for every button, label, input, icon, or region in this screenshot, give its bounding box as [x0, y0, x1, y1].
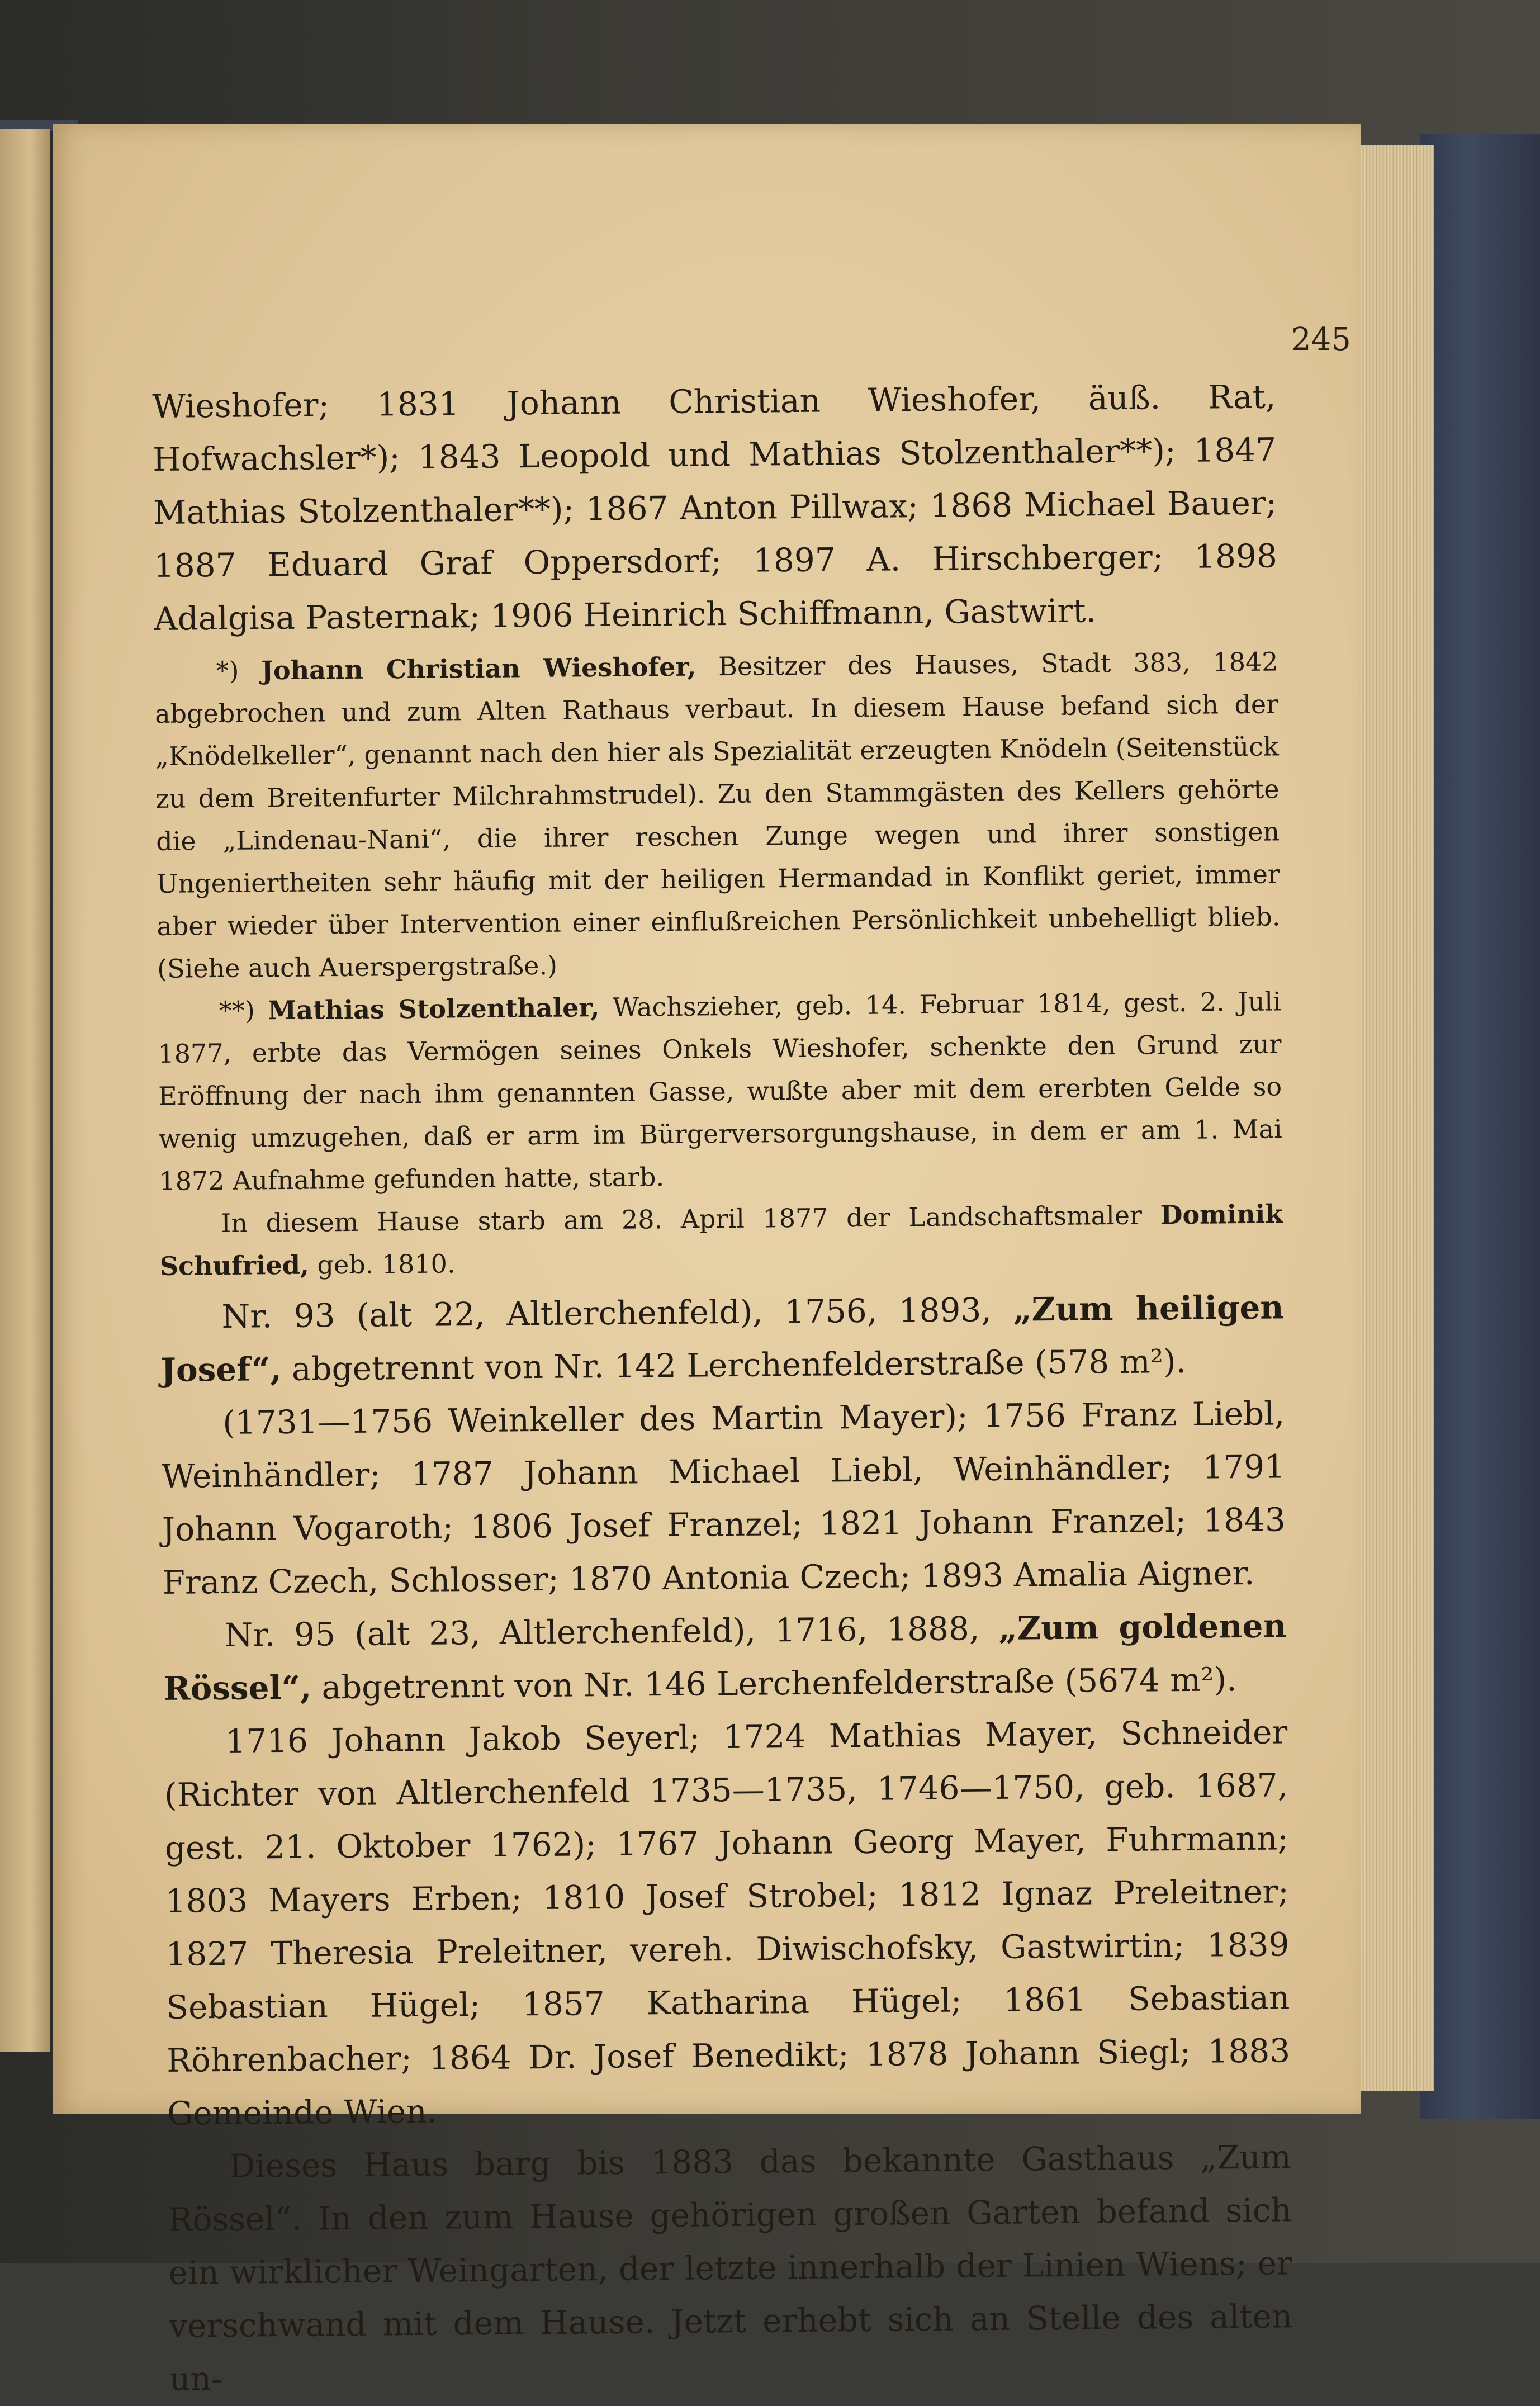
footnote-3-suffix: geb. 1810.: [317, 1248, 456, 1280]
house-93-heading: [160, 1281, 1285, 1397]
house-95-suffix: abgetrennt von Nr. 146 Lerchenfelderstraße (5674 m²).: [321, 1660, 1237, 1707]
footnote-2: [158, 980, 1283, 1202]
house-95-title: „Zum goldenen Rössel“,: [163, 1607, 1287, 1708]
footnote-2-marker: **): [219, 995, 255, 1026]
footnote-3-prefix: In diesem Hause starb am 28. April 1877 der Landschaftsmaler: [220, 1200, 1143, 1238]
house-93-suffix: abgetrennt von Nr. 142 Lerchenfelderstraße (578 m²).: [291, 1342, 1187, 1388]
footnote-2-name: Mathias Stolzenthaler,: [268, 992, 600, 1026]
book-cover-right: [1420, 134, 1540, 2119]
footnote-2-text: Wachszieher, geb. 14. Februar 1814, gest. 2. Juli 1877, erbte das Vermögen seines Onkels Wieshofer, schenkte den Grund zur Eröffnung der nach ihm genannten Gasse, wußte aber mit dem ererbten Gelde so wenig umzugehen, daß er arm im Bürgerversorgungshause, in dem er am 1. Mai 1872 Aufnahme gefunden hatte, starb.: [158, 986, 1283, 1196]
house-95-history: Dieses Haus barg bis 1883 das bekannte Gasthaus „Zum Rössel“. In den zum Hause gehörigen großen Garten befand sich ein wirklicher Weingarten, der letzte innerhalb der Linien Wiens; er verschwand mit dem Hause. Jetzt erhebt sich an Stelle des alten un-: [168, 2138, 1293, 2398]
footnote-1-marker: *): [216, 655, 239, 686]
footnote-1-text: Besitzer des Hauses, Stadt 383, 1842 abgebrochen und zum Alten Rathaus verbaut. In diesem Hause befand sich der „Knödelkeller“, genannt nach den hier als Spezialität erzeugten Knödeln (Seitenstück zu dem Breitenfurter Milchrahmstrudel). Zu den Stammgästen des Kellers gehörte die „Lindenau-Nani“, die ihrer reschen Zunge wegen und ihrer sonstigen Ungeniertheiten sehr häufig mit der heiligen Hermandad in Konflikt geriet, immer aber wieder über Intervention einer einflußreichen Persönlichkeit unbehelligt blieb. (Siehe auch Auerspergstraße.): [154, 646, 1281, 984]
owners-paragraph: Wieshofer; 1831 Johann Christian Wieshofer, äuß. Rat, Hofwachsler*); 1843 Leopold und Mathias Stolzenthaler**); 1847 Mathias Stolzenthaler**); 1867 Anton Pillwax; 1868 Michael Bauer; 1887 Eduard Graf Oppersdorf; 1897 A. Hirschberger; 1898 Adalgisa Pasternak; 1906 Heinrich Schiffmann, Gastwirt.: [152, 377, 1278, 638]
footnote-3-name: Dominik Schufried,: [159, 1199, 1283, 1281]
footnote-1: [154, 640, 1281, 990]
page-block-edge: [1350, 145, 1434, 2091]
house-93-owners: (1731—1756 Weinkeller des Martin Mayer); 1756 Franz Liebl, Weinhändler; 1787 Johann Michael Liebl, Weinhändler; 1791 Johann Vogaroth; 1806 Josef Franzel; 1821 Johann Franzel; 1843 Franz Czech, Schlosser; 1870 Antonia Czech; 1893 Amalia Aigner.: [161, 1394, 1286, 1602]
house-95-heading: [163, 1599, 1287, 1716]
footnote-3: [159, 1192, 1283, 1287]
footnote-1-name: Johann Christian Wieshofer,: [261, 651, 696, 686]
house-93-prefix: Nr. 93 (alt 22, Altlerchenfeld), 1756, 1893,: [221, 1290, 992, 1335]
page-body: [152, 370, 1293, 2405]
house-95-prefix: Nr. 95 (alt 23, Altlerchenfeld), 1716, 1888,: [224, 1609, 980, 1654]
left-page-edge: [0, 129, 50, 2052]
page-number: 245: [1291, 321, 1351, 358]
house-93-title: „Zum heiligen Josef“,: [160, 1288, 1284, 1389]
house-95-owners: 1716 Johann Jakob Seyerl; 1724 Mathias Mayer, Schneider (Richter von Altlerchenfeld 1735—1735, 1746—1750, geb. 1687, gest. 21. Oktober 1762); 1767 Johann Georg Mayer, Fuhrmann; 1803 Mayers Erben; 1810 Josef Strobel; 1812 Ignaz Preleitner; 1827 Theresia Preleitner, vereh. Diwischofsky, Gastwirtin; 1839 Sebastian Hügel; 1857 Katharina Hügel; 1861 Sebastian Röhrenbacher; 1864 Dr. Josef Benedikt; 1878 Johann Siegl; 1883 Gemeinde Wien.: [164, 1713, 1291, 2133]
